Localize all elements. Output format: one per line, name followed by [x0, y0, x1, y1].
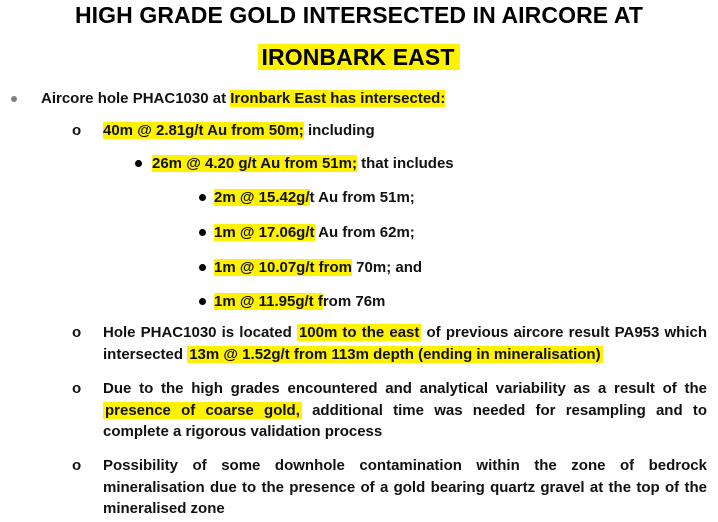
- detail-highlight: 1m @ 11.95g/t f: [214, 293, 323, 310]
- detail-item: [214, 291, 385, 313]
- main-bullet-pre: Aircore hole PHAC1030 at: [41, 90, 231, 107]
- sub2-post: that includes: [356, 155, 454, 172]
- sub-bullet-26m: [152, 153, 454, 175]
- detail-post: rom 76m: [322, 293, 386, 310]
- para1-highlight-result: 13m @ 1.52g/t from 113m depth (ending in mineralisation): [189, 345, 601, 363]
- detail-post: Au from 62m;: [314, 224, 415, 241]
- circle-bullet-icon: o: [72, 457, 82, 474]
- para1-text: of previous aircore result PA953 which intersected: [103, 324, 707, 363]
- detail-item: [214, 187, 415, 209]
- circle-bullet-icon: o: [72, 122, 82, 139]
- detail-highlight: 2m @ 15.42g/: [214, 189, 310, 206]
- paragraph-validation: [103, 378, 707, 443]
- page-title: HIGH GRADE GOLD INTERSECTED IN AIRCORE AT: [74, 2, 644, 28]
- paragraph-location: [103, 322, 707, 365]
- sub1-highlight: 40m @ 2.81g/t Au from 50m;: [103, 122, 304, 139]
- main-bullet-text: [41, 88, 445, 110]
- bullet-icon: [199, 264, 206, 271]
- detail-post: t Au from 51m;: [309, 189, 415, 206]
- bullet-icon: [199, 298, 206, 305]
- para2-highlight: presence of coarse gold,: [105, 401, 300, 419]
- bullet-icon: [11, 96, 17, 102]
- circle-bullet-icon: o: [72, 324, 82, 341]
- detail-post: 70m; and: [352, 259, 423, 276]
- detail-highlight: 1m @ 10.07g/t from: [214, 259, 353, 276]
- detail-item: [214, 257, 422, 279]
- sub-bullet-40m: [103, 120, 375, 142]
- bullet-icon: [135, 160, 142, 167]
- subtitle-highlight: IRONBARK EAST: [258, 44, 461, 70]
- paragraph-contamination: [103, 455, 707, 520]
- page-subtitle: [0, 44, 718, 71]
- para3-text: Possibility of some downhole contamination within the zone of bedrock mineralisation due to the presence of a gold bearing quartz gravel at the top of the mineralised zone: [103, 457, 707, 517]
- sub2-highlight: 26m @ 4.20 g/t Au from 51m;: [152, 155, 357, 172]
- bullet-icon: [199, 229, 206, 236]
- detail-highlight: 1m @ 17.06g/t: [214, 224, 315, 241]
- para2-text: Due to the high grades encountered and analytical variability as a result of the: [103, 380, 707, 397]
- para1-text: Hole PHAC1030 is located: [103, 324, 297, 341]
- main-bullet-highlight: Ironbark East has intersected:: [230, 90, 446, 107]
- circle-bullet-icon: o: [72, 380, 82, 397]
- detail-item: [214, 222, 415, 244]
- sub1-post: including: [303, 122, 375, 139]
- bullet-icon: [199, 194, 206, 201]
- para1-highlight-distance: 100m to the east: [298, 324, 420, 341]
- para2-text: additional time was needed for resampling and to complete a rigorous validation process: [103, 401, 707, 440]
